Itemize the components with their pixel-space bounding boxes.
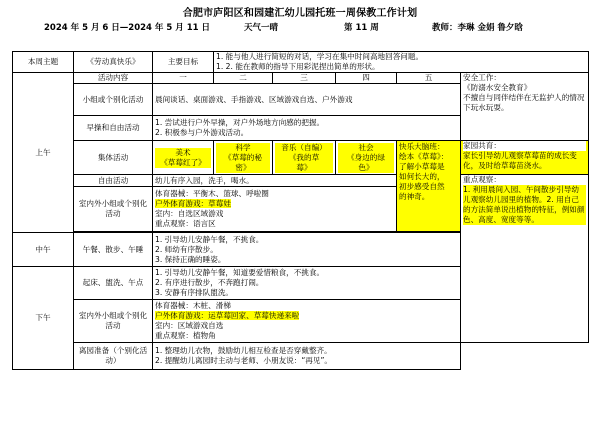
morning-exercise-text: [153, 116, 461, 141]
group-activity-wed: [273, 141, 336, 175]
family-cell: [461, 141, 589, 175]
period-noon: 中午: [13, 233, 74, 267]
week-number: 第 11 周: [344, 23, 379, 33]
leave-row: [13, 343, 589, 370]
page-title: 合肥市庐阳区和园建汇幼儿园托班一周保教工作计划: [182, 8, 418, 19]
thu-title-1: 《身边的绿: [338, 153, 394, 163]
wake-line-3: 3. 安静有序排队盥洗。: [155, 288, 234, 297]
goals-cell: [214, 52, 589, 73]
indoor-outdoor-pm-label: 室内外小组或个别化活动: [74, 300, 153, 343]
tue-subject: 科学: [216, 143, 270, 153]
content-header: 活动内容: [74, 73, 153, 84]
observe-title: 重点观察：: [463, 175, 501, 184]
group-activity-thu: [336, 141, 397, 175]
leave-text: [153, 343, 461, 370]
noon-text: [153, 233, 461, 267]
indoor-outdoor-am-text: [153, 187, 397, 232]
tue-title-2: 密》: [216, 163, 270, 173]
family-text: 家长引导幼儿观察草莓苗的成长变化，及时给草莓苗浇水。: [463, 151, 577, 170]
day-tue: 二: [214, 73, 273, 84]
group-activity-tue: [214, 141, 273, 175]
leave-line-1: 1. 整理幼儿衣物，鼓励幼儿相互检查是否穿戴整齐。: [155, 346, 332, 355]
free-activity-text: 幼儿有序入园，洗手，喝水。: [153, 175, 397, 187]
pm-outdoor-game: 户外体育游戏：运草莓回家、草莓快递来啦: [155, 311, 300, 320]
fri-line-1: 快乐大脑班：: [399, 142, 445, 151]
free-activity-label: 自由活动: [74, 175, 153, 187]
fri-line-4: 如何长大的，: [399, 172, 445, 181]
weather: 天气一晴: [244, 23, 279, 33]
observe-cell: [461, 175, 589, 343]
family-title: 家园共育：: [463, 141, 586, 151]
noon-line-3: 3. 保持正确的睡姿。: [155, 254, 226, 264]
theme-row: [13, 52, 589, 73]
am-equipment: 体育器械：平衡木、篮球、呼啦圈: [155, 189, 269, 198]
fri-line-3: 了解小草莓是: [399, 162, 445, 171]
period-afternoon: 下午: [13, 267, 74, 370]
pm-indoor: 室内：区域游戏自选: [155, 321, 224, 330]
noon-label: 午餐、散步、午睡: [74, 233, 153, 267]
wake-text: [153, 267, 461, 300]
morning-exercise-line-2: 2. 积极参与户外游戏活动。: [155, 128, 249, 137]
am-indoor: 室内：自选区域游戏: [155, 209, 224, 218]
group-activity-row: [13, 141, 589, 175]
safety-subtitle: 《防溺水安全教育》: [463, 83, 532, 92]
safety-title: 安全工作：: [463, 73, 501, 82]
goal-1: 1. 能与他人进行简短的对话，学习在集中时间高地回答问题。: [216, 52, 424, 61]
wed-subject: 音乐（自编）: [275, 143, 333, 153]
pm-focus: 重点观察：植物角: [155, 331, 216, 340]
group-activity-mon: [153, 141, 214, 175]
goal-label: 主要目标: [153, 52, 214, 73]
theme-label: 本周主题: [13, 52, 74, 73]
observe-text: 1. 利用晨间入园、午间散步引导幼儿观察幼儿园里的植物。2. 用自己的方法简单说出植物的特征，例如颜色、高度、宽度等等。: [463, 185, 585, 224]
fri-line-6: 的神奇。: [399, 192, 430, 201]
free-activity-row: [13, 175, 589, 187]
goal-2: 1. 2. 能在教师的指导下用彩泥捏出简单的形状。: [216, 62, 380, 71]
tue-title-1: 《草莓的秘: [216, 153, 270, 163]
safety-cell: [461, 73, 589, 141]
day-thu: 四: [336, 73, 397, 84]
wed-title-1: 《我的草: [275, 153, 333, 163]
theme-value: 《劳动真快乐》: [74, 52, 153, 73]
am-focus: 重点观察：语言区: [155, 219, 216, 228]
day-wed: 三: [273, 73, 336, 84]
pm-equipment: 体育器械：木桩、滑梯: [155, 301, 231, 310]
mon-title: 《草莓红了》: [155, 158, 211, 168]
thu-title-2: 色》: [338, 163, 394, 173]
noon-line-2: 2. 师幼有序散步。: [155, 244, 218, 254]
fri-line-5: 初步感受自然: [399, 182, 445, 191]
mon-subject: 美术: [155, 148, 211, 158]
day-mon: 一: [153, 73, 214, 84]
safety-text: 不擅自与同伴结伴在无监护人的情况下玩水玩耍。: [463, 93, 585, 112]
day-header-row: [13, 73, 589, 84]
noon-line-1: 1. 引导幼儿安静午餐，不挑食。: [155, 234, 264, 244]
wake-line-1: 1. 引导幼儿安静午餐，知道要爱惜粮食，不挑食。: [155, 268, 325, 277]
period-morning: 上午: [13, 73, 74, 233]
small-group-text: 晨间谈话、桌面游戏、手指游戏、区域游戏自选、户外游戏: [153, 84, 461, 116]
group-activity-label: 集体活动: [74, 141, 153, 175]
indoor-outdoor-pm-text: [153, 300, 461, 343]
date-range: 2024 年 5 月 6 日—2024 年 5 月 11 日: [44, 23, 210, 33]
leave-label: 离园准备（个别化活动）: [74, 343, 153, 370]
wake-label: 起床、盥洗、午点: [74, 267, 153, 300]
small-group-label: 小组或个别化活动: [74, 84, 153, 116]
day-fri: 五: [397, 73, 461, 84]
morning-exercise-label: 早操和自由活动: [74, 116, 153, 141]
am-outdoor-game: 户外体育游戏：草莓娃: [155, 199, 231, 208]
fri-line-2: 绘本《草莓》：: [399, 152, 449, 161]
group-activity-fri: [397, 141, 461, 232]
wed-title-2: 莓》: [275, 163, 333, 173]
leave-line-2: 2. 提醒幼儿离园时主动与老师、小朋友说：“再见”。: [155, 356, 332, 365]
morning-exercise-line-1: 1. 尝试进行户外早操，对户外场地方向感的把握。: [155, 118, 325, 127]
wake-line-2: 2. 有序进行散步，不奔跑打闹。: [155, 278, 264, 287]
weekly-plan-table: [12, 51, 589, 370]
teachers: 教师：李琳 金娟 鲁夕晗: [432, 23, 523, 33]
indoor-outdoor-am-label: 室内外小组或个别化活动: [74, 187, 153, 232]
thu-subject: 社会: [338, 143, 394, 153]
